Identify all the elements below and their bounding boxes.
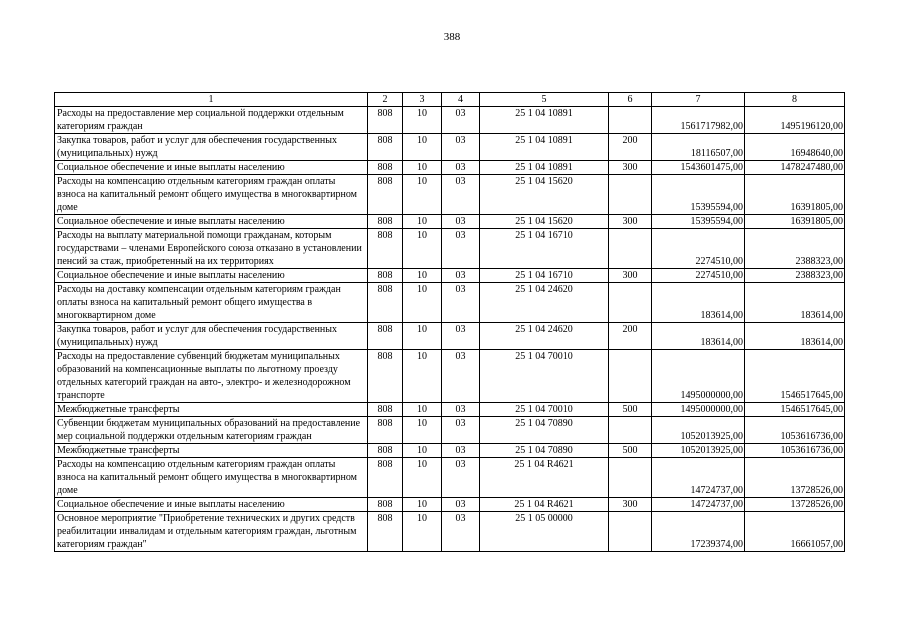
header-col-2: 2 [368,93,403,107]
table-row [55,175,845,215]
row-ministry-code: 808 [368,107,403,134]
row-amount-col8: 1478247480,00 [745,161,845,175]
row-name-cell: Социальное обеспечение и иные выплаты населению [55,161,368,175]
row-name-cell: Расходы на доставку компенсации отдельным категориям граждан оплаты взноса на капитальный ремонт общего имущества в многоквартирном доме [55,283,368,323]
table-row [55,215,845,229]
row-expense-type [609,350,652,403]
row-expense-type: 300 [609,269,652,283]
row-amount-col7: 18116507,00 [652,134,745,161]
row-amount-col8: 1546517645,00 [745,350,845,403]
row-ministry-code: 808 [368,215,403,229]
row-amount-col7: 14724737,00 [652,458,745,498]
row-ministry-code: 808 [368,498,403,512]
row-target-article: 25 1 04 R4621 [480,458,609,498]
row-target-article: 25 1 04 10891 [480,161,609,175]
row-section-code: 10 [403,512,442,552]
table-row [55,134,845,161]
row-target-article: 25 1 04 15620 [480,215,609,229]
row-section-code: 10 [403,161,442,175]
row-amount-col8: 183614,00 [745,323,845,350]
row-subsection-code: 03 [442,283,480,323]
table-row [55,403,845,417]
row-name-cell: Закупка товаров, работ и услуг для обеспечения государственных (муниципальных) нужд [55,323,368,350]
row-expense-type [609,175,652,215]
row-section-code: 10 [403,283,442,323]
row-amount-col8: 1053616736,00 [745,417,845,444]
row-subsection-code: 03 [442,444,480,458]
row-amount-col8: 183614,00 [745,283,845,323]
row-ministry-code: 808 [368,175,403,215]
row-expense-type: 300 [609,498,652,512]
row-amount-col7: 1495000000,00 [652,403,745,417]
row-name-cell: Социальное обеспечение и иные выплаты населению [55,215,368,229]
row-amount-col8: 1053616736,00 [745,444,845,458]
row-target-article: 25 1 04 16710 [480,269,609,283]
row-subsection-code: 03 [442,403,480,417]
row-amount-col7: 183614,00 [652,283,745,323]
row-amount-col7: 1561717982,00 [652,107,745,134]
row-ministry-code: 808 [368,283,403,323]
table-row [55,323,845,350]
row-ministry-code: 808 [368,403,403,417]
table-row [55,269,845,283]
row-amount-col7: 1495000000,00 [652,350,745,403]
row-ministry-code: 808 [368,161,403,175]
row-expense-type [609,512,652,552]
row-section-code: 10 [403,269,442,283]
row-target-article: 25 1 04 10891 [480,107,609,134]
row-expense-type: 500 [609,444,652,458]
row-target-article: 25 1 04 24620 [480,283,609,323]
row-section-code: 10 [403,498,442,512]
row-subsection-code: 03 [442,498,480,512]
row-subsection-code: 03 [442,323,480,350]
row-amount-col7: 2274510,00 [652,269,745,283]
row-expense-type: 300 [609,161,652,175]
row-subsection-code: 03 [442,161,480,175]
row-name-cell: Субвенции бюджетам муниципальных образований на предоставление мер социальной поддержки отдельным категориям граждан [55,417,368,444]
row-section-code: 10 [403,215,442,229]
budget-table [54,92,845,552]
row-section-code: 10 [403,134,442,161]
row-name-cell: Закупка товаров, работ и услуг для обеспечения государственных (муниципальных) нужд [55,134,368,161]
header-col-7: 7 [652,93,745,107]
row-ministry-code: 808 [368,444,403,458]
row-name-cell: Расходы на компенсацию отдельным категориям граждан оплаты взноса на капитальный ремонт общего имущества в многоквартирном доме [55,175,368,215]
table-row [55,498,845,512]
table-row [55,107,845,134]
row-target-article: 25 1 04 15620 [480,175,609,215]
row-subsection-code: 03 [442,512,480,552]
row-ministry-code: 808 [368,134,403,161]
row-target-article: 25 1 04 70010 [480,350,609,403]
header-col-6: 6 [609,93,652,107]
row-amount-col7: 15395594,00 [652,175,745,215]
row-section-code: 10 [403,175,442,215]
row-amount-col7: 1543601475,00 [652,161,745,175]
row-expense-type [609,283,652,323]
row-amount-col8: 13728526,00 [745,458,845,498]
row-section-code: 10 [403,350,442,403]
table-row [55,458,845,498]
row-name-cell: Основное мероприятие "Приобретение технических и других средств реабилитации инвалидам и отдельным категориям граждан, льготным категориям граждан" [55,512,368,552]
row-amount-col8: 1546517645,00 [745,403,845,417]
header-col-4: 4 [442,93,480,107]
header-col-8: 8 [745,93,845,107]
header-col-5: 5 [480,93,609,107]
row-target-article: 25 1 04 R4621 [480,498,609,512]
row-amount-col7: 1052013925,00 [652,417,745,444]
row-name-cell: Расходы на компенсацию отдельным категориям граждан оплаты взноса на капитальный ремонт общего имущества в многоквартирном доме [55,458,368,498]
row-target-article: 25 1 04 70890 [480,417,609,444]
row-expense-type: 500 [609,403,652,417]
row-ministry-code: 808 [368,417,403,444]
row-amount-col7: 2274510,00 [652,229,745,269]
row-expense-type [609,458,652,498]
row-section-code: 10 [403,229,442,269]
table-row [55,417,845,444]
row-ministry-code: 808 [368,229,403,269]
row-name-cell: Межбюджетные трансферты [55,444,368,458]
row-section-code: 10 [403,444,442,458]
row-target-article: 25 1 05 00000 [480,512,609,552]
table-body [55,107,845,552]
table-row [55,283,845,323]
row-ministry-code: 808 [368,323,403,350]
row-subsection-code: 03 [442,458,480,498]
row-subsection-code: 03 [442,107,480,134]
row-subsection-code: 03 [442,134,480,161]
row-amount-col8: 16661057,00 [745,512,845,552]
row-subsection-code: 03 [442,417,480,444]
table-row [55,512,845,552]
row-section-code: 10 [403,403,442,417]
row-amount-col7: 17239374,00 [652,512,745,552]
row-amount-col7: 183614,00 [652,323,745,350]
page-number: 388 [443,31,461,43]
row-amount-col8: 16391805,00 [745,215,845,229]
row-name-cell: Расходы на предоставление мер социальной поддержки отдельным категориям граждан [55,107,368,134]
row-target-article: 25 1 04 70890 [480,444,609,458]
table-header [55,93,845,107]
row-name-cell: Социальное обеспечение и иные выплаты населению [55,498,368,512]
row-amount-col8: 1495196120,00 [745,107,845,134]
row-amount-col7: 1052013925,00 [652,444,745,458]
row-name-cell: Межбюджетные трансферты [55,403,368,417]
row-amount-col8: 2388323,00 [745,269,845,283]
row-ministry-code: 808 [368,269,403,283]
row-amount-col8: 2388323,00 [745,229,845,269]
header-row [55,93,845,107]
row-name-cell: Социальное обеспечение и иные выплаты населению [55,269,368,283]
row-section-code: 10 [403,323,442,350]
row-amount-col7: 15395594,00 [652,215,745,229]
table-row [55,350,845,403]
row-amount-col7: 14724737,00 [652,498,745,512]
row-subsection-code: 03 [442,269,480,283]
row-name-cell: Расходы на предоставление субвенций бюджетам муниципальных образований на компенсационные выплаты по льготному проезду отдельных категорий граждан на авто-, электро- и железнодорожном транспорте [55,350,368,403]
row-expense-type: 300 [609,215,652,229]
header-col-1: 1 [55,93,368,107]
table-row [55,161,845,175]
row-expense-type [609,229,652,269]
row-amount-col8: 16948640,00 [745,134,845,161]
row-target-article: 25 1 04 24620 [480,323,609,350]
row-ministry-code: 808 [368,458,403,498]
row-target-article: 25 1 04 16710 [480,229,609,269]
row-expense-type [609,417,652,444]
row-name-cell: Расходы на выплату материальной помощи гражданам, которым государствами – членами Европейского союза отказано в установлении пенсий за стаж, приобретенный на их территориях [55,229,368,269]
table-row [55,229,845,269]
row-section-code: 10 [403,107,442,134]
row-amount-col8: 16391805,00 [745,175,845,215]
table-row [55,444,845,458]
row-amount-col8: 13728526,00 [745,498,845,512]
row-expense-type: 200 [609,323,652,350]
row-expense-type: 200 [609,134,652,161]
row-expense-type [609,107,652,134]
header-col-3: 3 [403,93,442,107]
row-ministry-code: 808 [368,512,403,552]
row-subsection-code: 03 [442,229,480,269]
row-target-article: 25 1 04 10891 [480,134,609,161]
row-section-code: 10 [403,458,442,498]
row-ministry-code: 808 [368,350,403,403]
row-section-code: 10 [403,417,442,444]
row-subsection-code: 03 [442,350,480,403]
row-subsection-code: 03 [442,215,480,229]
row-target-article: 25 1 04 70010 [480,403,609,417]
row-subsection-code: 03 [442,175,480,215]
